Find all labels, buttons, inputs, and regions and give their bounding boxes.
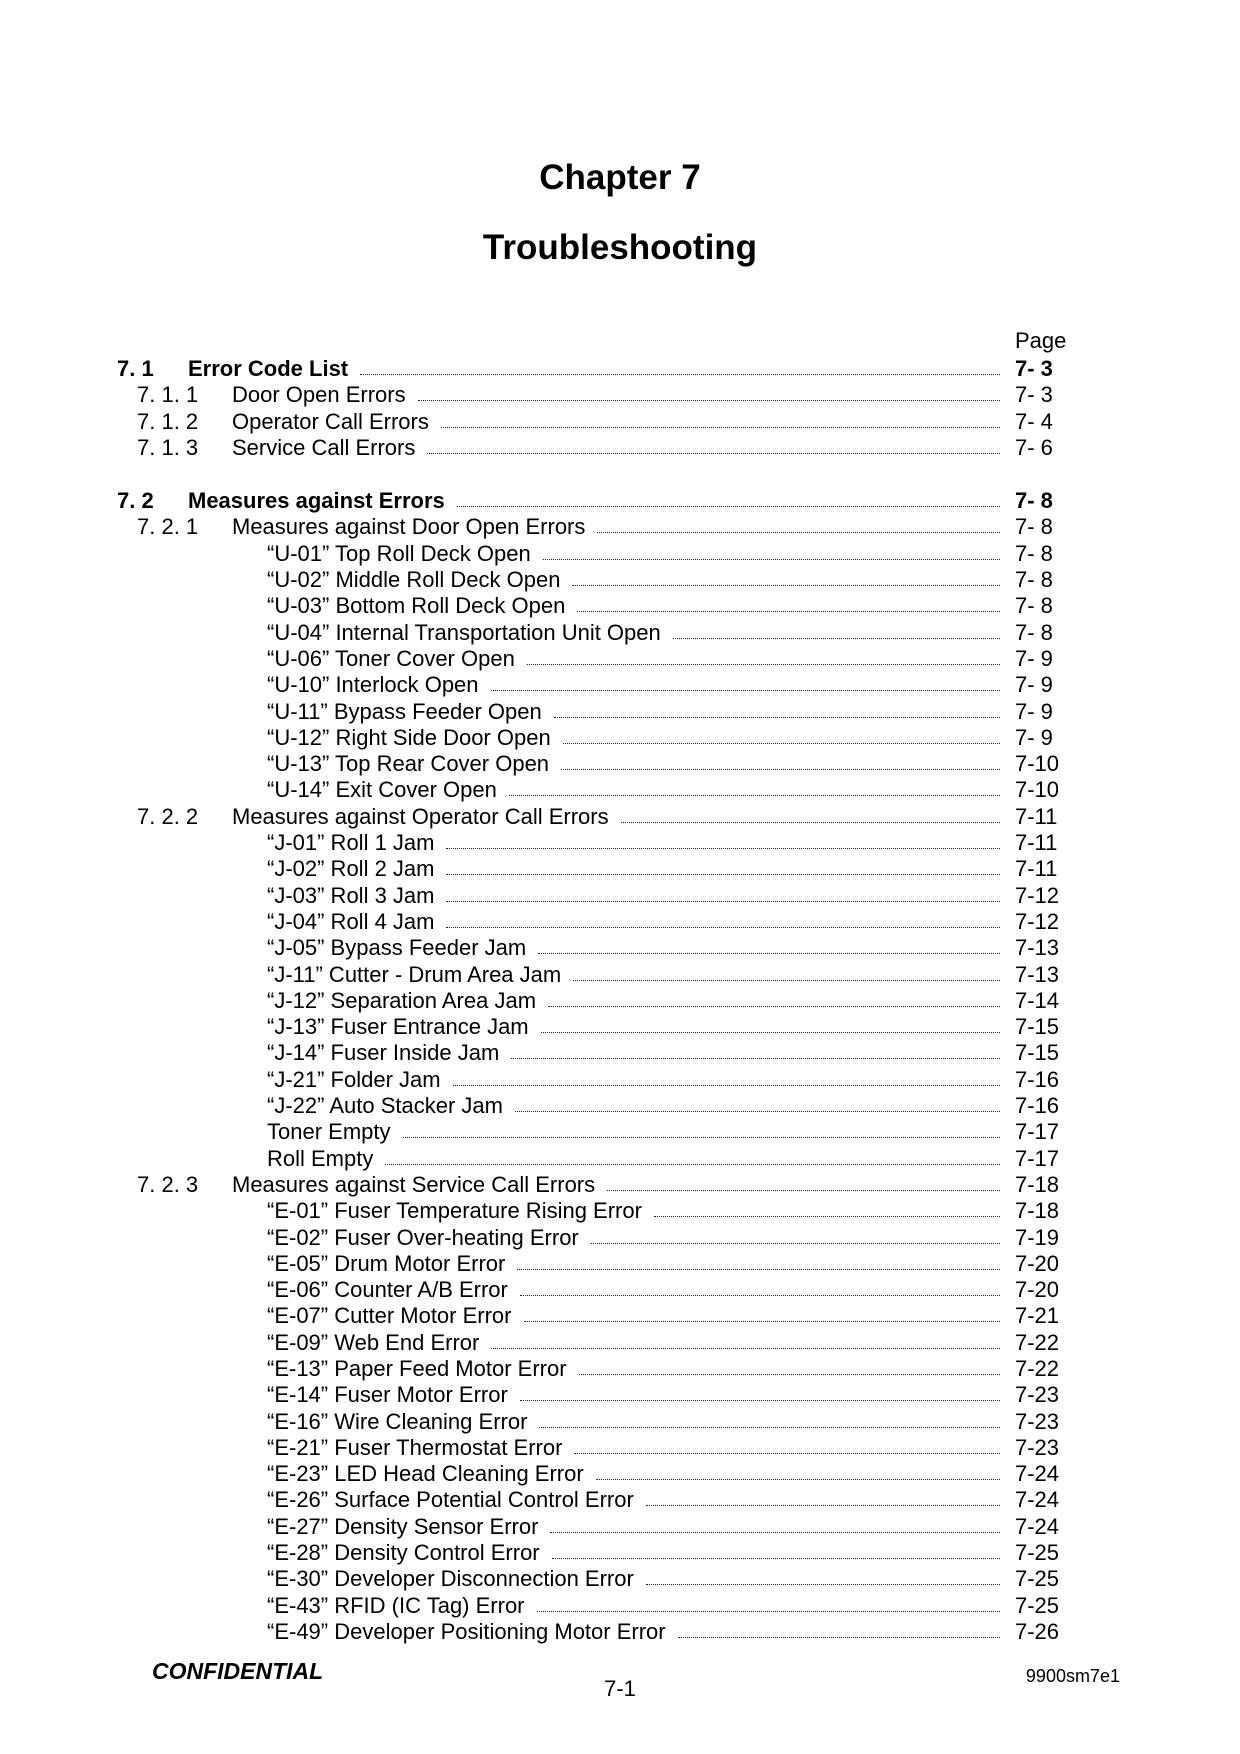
confidential-label: CONFIDENTIAL bbox=[152, 1658, 324, 1684]
toc-entry-title: Measures against Door Open Errors bbox=[232, 514, 586, 540]
toc-dot-leader bbox=[646, 1505, 1000, 1506]
toc-dot-leader bbox=[418, 400, 1000, 401]
toc-entry-page: 7-26 bbox=[1015, 1618, 1060, 1644]
toc-entry-title: Measures against Operator Call Errors bbox=[232, 803, 609, 829]
toc-dot-leader bbox=[527, 664, 1000, 665]
toc-entry[interactable] bbox=[0, 962, 1240, 988]
toc-entry-page: 7-10 bbox=[1015, 751, 1060, 777]
toc-dot-leader bbox=[539, 1427, 1000, 1428]
toc-dot-leader bbox=[554, 717, 1000, 718]
toc-entry[interactable] bbox=[0, 1277, 1240, 1303]
toc-entry-page: 7-15 bbox=[1015, 1040, 1060, 1066]
toc-entry[interactable] bbox=[0, 567, 1240, 593]
toc-entry-title: “U-11” Bypass Feeder Open bbox=[267, 698, 542, 724]
toc-entry-page: 7- 6 bbox=[1015, 434, 1053, 460]
toc-entry[interactable] bbox=[0, 1225, 1240, 1251]
toc-dot-leader bbox=[678, 1637, 1000, 1638]
toc-entry[interactable] bbox=[0, 1330, 1240, 1356]
toc-entry[interactable] bbox=[0, 1040, 1240, 1066]
toc-entry-title: “E-28” Density Control Error bbox=[267, 1540, 540, 1566]
toc-entry[interactable] bbox=[0, 909, 1240, 935]
toc-entry[interactable] bbox=[0, 409, 1240, 435]
toc-entry[interactable] bbox=[0, 1067, 1240, 1093]
toc-entry[interactable] bbox=[0, 1487, 1240, 1513]
toc-entry[interactable] bbox=[0, 699, 1240, 725]
toc-entry[interactable] bbox=[0, 725, 1240, 751]
toc-dot-leader bbox=[552, 1558, 1000, 1559]
toc-entry-page: 7-24 bbox=[1015, 1461, 1060, 1487]
toc-dot-leader bbox=[573, 980, 1000, 981]
toc-entry-title: “E-27” Density Sensor Error bbox=[267, 1513, 539, 1539]
toc-entry[interactable] bbox=[0, 1540, 1240, 1566]
toc-entry-title: “E-02” Fuser Over-heating Error bbox=[267, 1224, 579, 1250]
toc-entry-title: “U-10” Interlock Open bbox=[267, 672, 479, 698]
toc-entry-page: 7- 3 bbox=[1015, 382, 1053, 408]
toc-entry-title: “J-22” Auto Stacker Jam bbox=[267, 1093, 503, 1119]
toc-dot-leader bbox=[577, 611, 1000, 612]
toc-dot-leader bbox=[596, 1479, 1000, 1480]
toc-dot-leader bbox=[520, 1400, 1000, 1401]
toc-dot-leader bbox=[446, 848, 1000, 849]
toc-entry[interactable] bbox=[0, 593, 1240, 619]
toc-entry-title: “E-16” Wire Cleaning Error bbox=[267, 1408, 528, 1434]
toc-entry-title: “J-11” Cutter - Drum Area Jam bbox=[267, 961, 562, 987]
toc-entry-title: “U-04” Internal Transportation Unit Open bbox=[267, 619, 661, 645]
toc-dot-leader bbox=[446, 874, 1000, 875]
toc-entry-title: “E-49” Developer Positioning Motor Error bbox=[267, 1618, 666, 1644]
toc-entry-title: Measures against Errors bbox=[188, 488, 445, 514]
toc-entry-title: Service Call Errors bbox=[232, 434, 416, 460]
toc-dot-leader bbox=[403, 1137, 1000, 1138]
toc-entry[interactable] bbox=[0, 488, 1240, 514]
toc-entry-number: 7. 2. 3 bbox=[137, 1171, 199, 1197]
toc-entry-page: 7-25 bbox=[1015, 1592, 1060, 1618]
toc-entry[interactable] bbox=[0, 1172, 1240, 1198]
toc-entry[interactable] bbox=[0, 751, 1240, 777]
toc-entry-title: Toner Empty bbox=[267, 1119, 391, 1145]
toc-entry-page: 7- 8 bbox=[1015, 619, 1053, 645]
toc-entry[interactable] bbox=[0, 1014, 1240, 1040]
toc-dot-leader bbox=[524, 1321, 1000, 1322]
toc-dot-leader bbox=[607, 1190, 1000, 1191]
toc-dot-leader bbox=[520, 1295, 1000, 1296]
toc-entry-page: 7- 9 bbox=[1015, 698, 1053, 724]
toc-dot-leader bbox=[548, 1006, 1000, 1007]
toc-entry-page: 7-18 bbox=[1015, 1171, 1060, 1197]
toc-entry-number: 7. 1. 3 bbox=[137, 434, 199, 460]
toc-entry[interactable] bbox=[0, 1093, 1240, 1119]
toc-dot-leader bbox=[517, 1269, 1000, 1270]
toc-entry-page: 7-13 bbox=[1015, 961, 1060, 987]
toc-entry-title: “U-06” Toner Cover Open bbox=[267, 645, 515, 671]
toc-entry-title: “J-01” Roll 1 Jam bbox=[267, 830, 435, 856]
toc-entry[interactable] bbox=[0, 1461, 1240, 1487]
toc-entry-title: “U-02” Middle Roll Deck Open bbox=[267, 567, 561, 593]
toc-entry-number: 7. 2. 2 bbox=[137, 803, 199, 829]
toc-entry-page: 7-23 bbox=[1015, 1408, 1060, 1434]
toc-entry-title: “J-03” Roll 3 Jam bbox=[267, 882, 435, 908]
toc-dot-leader bbox=[597, 532, 1000, 533]
toc-entry[interactable] bbox=[0, 1409, 1240, 1435]
toc-dot-leader bbox=[360, 374, 1000, 375]
toc-dot-leader bbox=[537, 1611, 1000, 1612]
toc-entry-page: 7-24 bbox=[1015, 1487, 1060, 1513]
toc-entry-page: 7-16 bbox=[1015, 1066, 1060, 1092]
toc-entry-page: 7-16 bbox=[1015, 1093, 1060, 1119]
toc-entry-number: 7. 2. 1 bbox=[137, 514, 199, 540]
toc-entry-page: 7-11 bbox=[1015, 856, 1058, 882]
toc-entry[interactable] bbox=[0, 435, 1240, 461]
toc-entry-title: Measures against Service Call Errors bbox=[232, 1171, 596, 1197]
toc-entry-title: “U-01” Top Roll Deck Open bbox=[267, 540, 531, 566]
toc-entry-title: Operator Call Errors bbox=[232, 408, 429, 434]
toc-entry-page: 7-11 bbox=[1015, 830, 1058, 856]
toc-entry-page: 7-10 bbox=[1015, 777, 1060, 803]
toc-entry-title: “E-01” Fuser Temperature Rising Error bbox=[267, 1198, 642, 1224]
toc-entry[interactable] bbox=[0, 1146, 1240, 1172]
toc-entry-number: 7. 1. 1 bbox=[137, 382, 199, 408]
toc-entry-page: 7-14 bbox=[1015, 987, 1060, 1013]
toc-dot-leader bbox=[646, 1584, 1000, 1585]
toc-entry-page: 7-17 bbox=[1015, 1145, 1060, 1171]
toc-dot-leader bbox=[446, 927, 1000, 928]
toc-entry[interactable] bbox=[0, 1119, 1240, 1145]
toc-dot-leader bbox=[427, 453, 1000, 454]
toc-entry-page: 7-24 bbox=[1015, 1513, 1060, 1539]
toc-entry-page: 7-20 bbox=[1015, 1250, 1060, 1276]
table-of-contents bbox=[0, 356, 1240, 1645]
toc-entry-page: 7- 8 bbox=[1015, 593, 1053, 619]
toc-entry-title: “E-05” Drum Motor Error bbox=[267, 1250, 506, 1276]
toc-entry[interactable] bbox=[0, 856, 1240, 882]
toc-entry-title: “E-13” Paper Feed Motor Error bbox=[267, 1355, 567, 1381]
toc-dot-leader bbox=[561, 769, 1000, 770]
toc-entry-page: 7-21 bbox=[1015, 1303, 1060, 1329]
toc-entry-title: “E-26” Surface Potential Control Error bbox=[267, 1487, 634, 1513]
toc-dot-leader bbox=[491, 690, 1000, 691]
toc-entry-page: 7-20 bbox=[1015, 1277, 1060, 1303]
toc-entry[interactable] bbox=[0, 830, 1240, 856]
toc-entry-page: 7- 8 bbox=[1015, 540, 1053, 566]
toc-entry[interactable] bbox=[0, 935, 1240, 961]
toc-entry[interactable] bbox=[0, 1593, 1240, 1619]
toc-dot-leader bbox=[550, 1532, 1000, 1533]
toc-dot-leader bbox=[446, 901, 1000, 902]
toc-entry-page: 7-18 bbox=[1015, 1198, 1060, 1224]
toc-entry-title: Door Open Errors bbox=[232, 382, 406, 408]
toc-entry[interactable] bbox=[0, 777, 1240, 803]
toc-entry-page: 7-15 bbox=[1015, 1014, 1060, 1040]
toc-entry-page: 7-23 bbox=[1015, 1434, 1060, 1460]
toc-entry[interactable] bbox=[0, 356, 1240, 382]
toc-entry-page: 7- 9 bbox=[1015, 724, 1053, 750]
toc-entry-page: 7-23 bbox=[1015, 1382, 1060, 1408]
toc-entry-title: Roll Empty bbox=[267, 1145, 374, 1171]
toc-dot-leader bbox=[563, 743, 1000, 744]
page-number: 7-1 bbox=[604, 1676, 636, 1701]
toc-entry-title: “J-21” Folder Jam bbox=[267, 1066, 441, 1092]
toc-entry-page: 7-25 bbox=[1015, 1540, 1060, 1566]
toc-entry-title: “U-03” Bottom Roll Deck Open bbox=[267, 593, 566, 619]
toc-entry-title: “E-06” Counter A/B Error bbox=[267, 1277, 508, 1303]
toc-entry[interactable] bbox=[0, 1619, 1240, 1645]
toc-dot-leader bbox=[441, 427, 1000, 428]
toc-entry[interactable] bbox=[0, 620, 1240, 646]
toc-entry-page: 7-13 bbox=[1015, 935, 1060, 961]
toc-entry-page: 7-22 bbox=[1015, 1329, 1060, 1355]
toc-entry[interactable] bbox=[0, 883, 1240, 909]
toc-entry-page: 7-22 bbox=[1015, 1355, 1060, 1381]
toc-dot-leader bbox=[673, 638, 1000, 639]
toc-entry-page: 7-12 bbox=[1015, 908, 1060, 934]
toc-entry-page: 7- 3 bbox=[1015, 356, 1053, 381]
toc-entry-title: “J-04” Roll 4 Jam bbox=[267, 908, 435, 934]
toc-entry-page: 7-19 bbox=[1015, 1224, 1060, 1250]
toc-entry[interactable] bbox=[0, 1198, 1240, 1224]
toc-entry[interactable] bbox=[0, 646, 1240, 672]
toc-entry-title: “U-14” Exit Cover Open bbox=[267, 777, 497, 803]
toc-entry[interactable] bbox=[0, 541, 1240, 567]
toc-entry[interactable] bbox=[0, 804, 1240, 830]
toc-entry-title: “E-43” RFID (IC Tag) Error bbox=[267, 1592, 525, 1618]
toc-entry-title: Error Code List bbox=[188, 356, 349, 381]
toc-entry-page: 7- 9 bbox=[1015, 645, 1053, 671]
toc-entry-title: “J-13” Fuser Entrance Jam bbox=[267, 1014, 529, 1040]
toc-entry-title: “E-30” Developer Disconnection Error bbox=[267, 1566, 634, 1592]
chapter-title: Chapter 7 bbox=[539, 158, 701, 197]
toc-dot-leader bbox=[579, 1374, 1000, 1375]
toc-entry-page: 7- 8 bbox=[1015, 514, 1053, 540]
toc-dot-leader bbox=[574, 1453, 1000, 1454]
toc-entry[interactable] bbox=[0, 514, 1240, 540]
toc-entry-title: “U-13” Top Rear Cover Open bbox=[267, 751, 550, 777]
toc-entry[interactable] bbox=[0, 382, 1240, 408]
toc-entry-title: “E-07” Cutter Motor Error bbox=[267, 1303, 512, 1329]
toc-dot-leader bbox=[541, 1032, 1000, 1033]
toc-entry-title: “E-14” Fuser Motor Error bbox=[267, 1382, 508, 1408]
toc-entry[interactable] bbox=[0, 1435, 1240, 1461]
toc-entry-page: 7-11 bbox=[1015, 803, 1058, 829]
toc-dot-leader bbox=[509, 795, 1000, 796]
toc-entry-title: “J-02” Roll 2 Jam bbox=[267, 856, 435, 882]
toc-page-header: Page bbox=[1015, 328, 1067, 353]
toc-dot-leader bbox=[543, 559, 1000, 560]
toc-entry[interactable] bbox=[0, 1514, 1240, 1540]
toc-entry-title: “E-23” LED Head Cleaning Error bbox=[267, 1461, 584, 1487]
toc-entry-title: “U-12” Right Side Door Open bbox=[267, 724, 551, 750]
toc-dot-leader bbox=[453, 1085, 1000, 1086]
toc-dot-leader bbox=[654, 1216, 1000, 1217]
toc-dot-leader bbox=[591, 1243, 1000, 1244]
toc-entry-title: “J-05” Bypass Feeder Jam bbox=[267, 935, 527, 961]
toc-dot-leader bbox=[385, 1164, 1000, 1165]
toc-entry[interactable] bbox=[0, 1566, 1240, 1592]
toc-entry-title: “E-21” Fuser Thermostat Error bbox=[267, 1434, 563, 1460]
toc-entry-title: “J-12” Separation Area Jam bbox=[267, 987, 537, 1013]
toc-dot-leader bbox=[491, 1348, 1000, 1349]
toc-dot-leader bbox=[572, 585, 1000, 586]
toc-entry[interactable] bbox=[0, 1303, 1240, 1329]
toc-dot-leader bbox=[457, 506, 1000, 507]
toc-entry-title: “J-14” Fuser Inside Jam bbox=[267, 1040, 500, 1066]
toc-entry-page: 7- 9 bbox=[1015, 672, 1053, 698]
chapter-subtitle: Troubleshooting bbox=[482, 228, 758, 267]
toc-entry-page: 7-17 bbox=[1015, 1119, 1060, 1145]
toc-entry-page: 7- 4 bbox=[1015, 408, 1053, 434]
toc-entry-page: 7-25 bbox=[1015, 1566, 1060, 1592]
toc-entry[interactable] bbox=[0, 1251, 1240, 1277]
toc-entry-number: 7. 2 bbox=[117, 488, 154, 514]
toc-dot-leader bbox=[538, 953, 1000, 954]
toc-dot-leader bbox=[515, 1111, 1000, 1112]
toc-gap bbox=[0, 461, 1240, 488]
toc-entry-title: “E-09” Web End Error bbox=[267, 1329, 480, 1355]
toc-entry-page: 7- 8 bbox=[1015, 567, 1053, 593]
toc-dot-leader bbox=[511, 1058, 1000, 1059]
toc-entry[interactable] bbox=[0, 672, 1240, 698]
toc-entry[interactable] bbox=[0, 1382, 1240, 1408]
document-code: 9900sm7e1 bbox=[1025, 1666, 1120, 1686]
toc-entry-number: 7. 1. 2 bbox=[137, 408, 199, 434]
toc-dot-leader bbox=[621, 822, 1000, 823]
toc-entry-number: 7. 1 bbox=[117, 356, 154, 381]
toc-entry[interactable] bbox=[0, 988, 1240, 1014]
toc-entry-page: 7-12 bbox=[1015, 882, 1060, 908]
toc-entry-page: 7- 8 bbox=[1015, 488, 1053, 514]
toc-entry[interactable] bbox=[0, 1356, 1240, 1382]
